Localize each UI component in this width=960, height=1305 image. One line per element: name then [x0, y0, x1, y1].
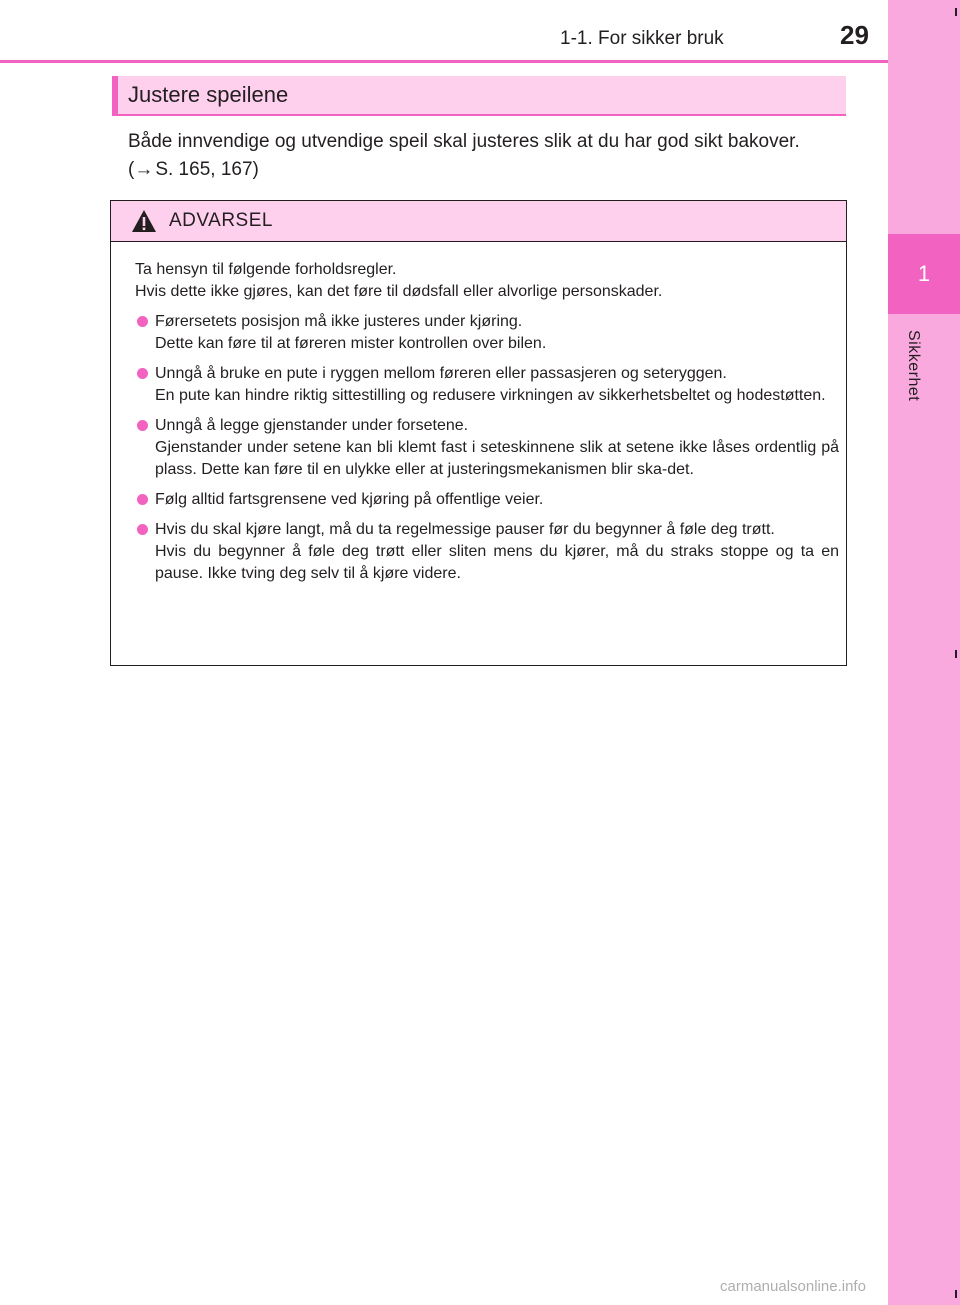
warning-item: [135, 519, 839, 585]
chapter-label: Sikkerhet: [905, 330, 922, 402]
bullet-icon: [137, 420, 148, 431]
warning-item: [135, 489, 839, 511]
bullet-icon: [137, 368, 148, 379]
warning-lead: [135, 259, 839, 303]
intro-paragraph: [128, 128, 848, 184]
crop-mark: [955, 8, 957, 16]
warning-triangle-icon: [131, 209, 157, 233]
header-rule: [0, 60, 888, 63]
warning-item: [135, 311, 839, 355]
warning-item: [135, 363, 839, 407]
warning-box: [110, 200, 847, 666]
bullet-icon: [137, 494, 148, 505]
chapter-sidebar: [888, 0, 960, 1305]
crop-mark: [955, 1290, 957, 1298]
warning-body: [135, 259, 839, 593]
section-heading-bar: [112, 76, 846, 116]
intro-text: Både innvendige og utvendige speil skal justeres slik at du har god sikt bakover.: [128, 131, 800, 152]
warning-item-line: Hvis du begynner å føle deg trøtt eller sliten mens du kjører, må du straks stoppe og ta en pause. Ikke tving deg selv til å kjøre videre.: [155, 543, 839, 582]
warning-item-line: Dette kan føre til at føreren mister kontrollen over bilen.: [155, 335, 547, 352]
warning-lead-line: Hvis dette ikke gjøres, kan det føre til dødsfall eller alvorlige personskader.: [135, 283, 663, 300]
warning-item-line: Unngå å legge gjenstander under forsetene.: [155, 417, 469, 434]
page-reference-link[interactable]: S. 165, 167): [155, 159, 259, 180]
chapter-number: 1: [917, 261, 931, 286]
warning-item-line: Hvis du skal kjøre langt, må du ta regelmessige pauser før du begynner å føle deg trøtt.: [155, 521, 775, 538]
warning-title: ADVARSEL: [169, 210, 273, 231]
warning-item-line: Unngå å bruke en pute i ryggen mellom føreren eller passasjeren og seteryggen.: [155, 365, 727, 382]
warning-item-line: En pute kan hindre riktig sittestilling og redusere virkningen av sikkerhetsbeltet og hodestøtten.: [155, 387, 826, 404]
warning-lead-line: Ta hensyn til følgende forholdsregler.: [135, 261, 397, 278]
warning-item: [135, 415, 839, 481]
chapter-tab[interactable]: [888, 234, 960, 314]
warning-item-line: Følg alltid fartsgrensene ved kjøring på offentlige veier.: [155, 491, 544, 508]
watermark: carmanualsonline.info: [720, 1278, 866, 1295]
warning-header: [111, 201, 846, 242]
arrow-icon: (→: [128, 159, 154, 180]
intro-reference: [128, 156, 848, 184]
section-accent: [112, 76, 118, 114]
warning-item-line: Førersetets posisjon må ikke justeres under kjøring.: [155, 313, 523, 330]
running-header: 1-1. For sikker bruk: [560, 28, 724, 49]
section-title: Justere speilene: [128, 82, 289, 107]
page-number: 29: [840, 20, 869, 50]
bullet-icon: [137, 524, 148, 535]
warning-item-line: Gjenstander under setene kan bli klemt fast i seteskinnene slik at setene ikke låses ordentlig på plass. Dette kan føre til en ulykke eller at justeringsmekanismen blir ska-det.: [155, 439, 839, 478]
crop-mark: [955, 650, 957, 658]
bullet-icon: [137, 316, 148, 327]
